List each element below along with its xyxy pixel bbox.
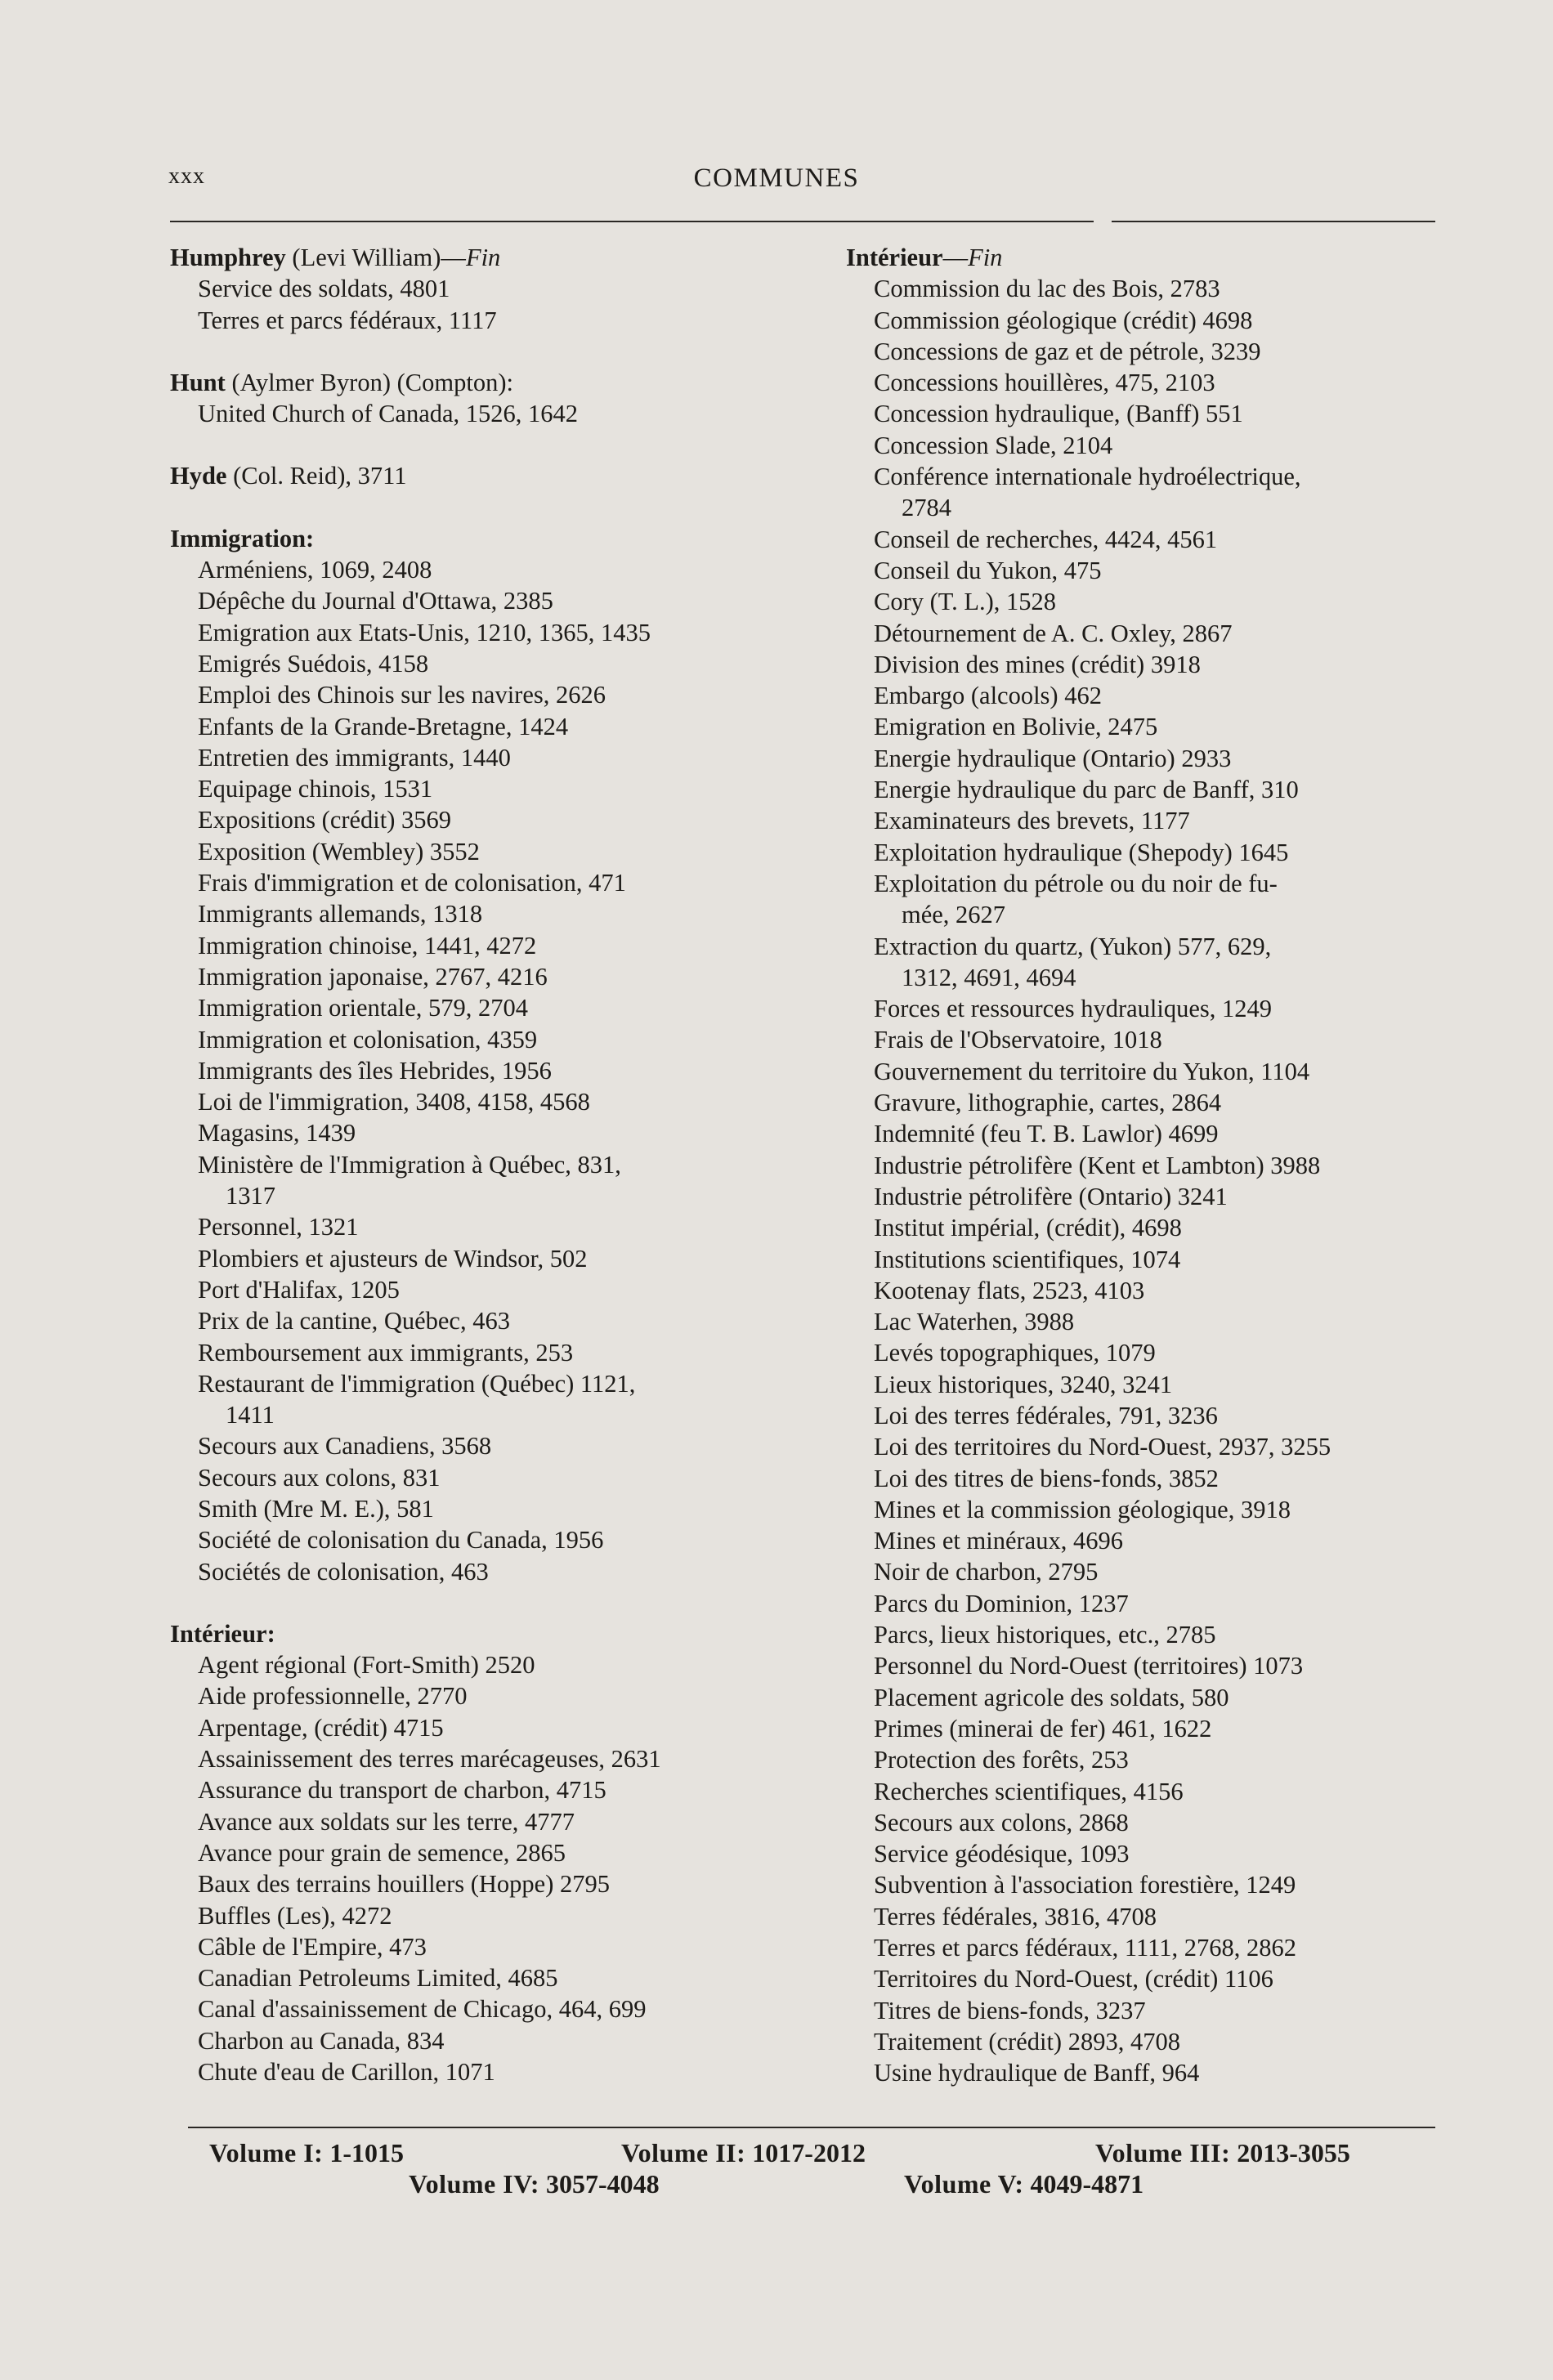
subentry-text: Port d'Halifax, 1205 [198, 1275, 400, 1304]
entry-spacer [170, 1587, 840, 1618]
subentry-text: Mines et la commission géologique, 3918 [874, 1495, 1291, 1523]
subentry-text: Conseil du Yukon, 475 [874, 556, 1102, 584]
subentry-text: Secours aux colons, 2868 [874, 1808, 1129, 1836]
index-subentry [846, 1431, 1443, 1462]
index-subentry [846, 1400, 1443, 1431]
index-subentry [170, 1337, 840, 1368]
index-heading [170, 1618, 840, 1649]
subentry-text: Arméniens, 1069, 2408 [198, 556, 432, 584]
index-subentry [846, 1525, 1443, 1556]
index-subentry [846, 305, 1443, 336]
subentry-text: Prix de la cantine, Québec, 463 [198, 1307, 510, 1335]
subentry-text: Emigration en Bolivie, 2475 [874, 713, 1158, 741]
index-subentry [846, 367, 1443, 398]
subentry-text: Personnel du Nord-Ouest (territoires) 1073 [874, 1652, 1304, 1680]
index-subentry [170, 617, 840, 648]
index-subentry [846, 1650, 1443, 1681]
index-subentry [846, 1150, 1443, 1181]
volume-2-label: Volume II: [621, 2138, 746, 2168]
subentry-text: Protection des forêts, 253 [874, 1746, 1129, 1774]
page-number: xxx [168, 163, 205, 189]
subentry-continuation: mée, 2627 [902, 901, 1006, 929]
index-subentry [170, 679, 840, 710]
volume-4 [409, 2168, 660, 2199]
subentry-text: Lieux historiques, 3240, 3241 [874, 1370, 1173, 1398]
subentry-text: Institut impérial, (crédit), 4698 [874, 1214, 1182, 1242]
index-subentry [170, 1556, 840, 1587]
subentry-text: Equipage chinois, 1531 [198, 775, 433, 803]
subentry-text: Territoires du Nord-Ouest, (crédit) 1106 [874, 1965, 1273, 1993]
index-subentry [846, 774, 1443, 805]
index-subentry [846, 336, 1443, 367]
header-rule-left [170, 221, 1094, 222]
subentry-text: Sociétés de colonisation, 463 [198, 1557, 489, 1586]
index-subentry [846, 1556, 1443, 1587]
index-subentry [170, 2025, 840, 2056]
index-heading [170, 242, 840, 273]
volume-3-range: 2013-3055 [1237, 2138, 1350, 2168]
index-subentry [846, 868, 1443, 931]
subentry-text: Dépêche du Journal d'Ottawa, 2385 [198, 587, 553, 615]
index-subentry [846, 2057, 1443, 2088]
subentry-text: Placement agricole des soldats, 580 [874, 1683, 1229, 1711]
index-subentry [170, 836, 840, 867]
subentry-text: Gouvernement du territoire du Yukon, 1104 [874, 1057, 1310, 1085]
heading-detail: (Levi William)— [285, 244, 466, 271]
volume-2 [621, 2137, 866, 2168]
subentry-text: Recherches scientifiques, 4156 [874, 1777, 1184, 1805]
subentry-text: Industrie pétrolifère (Ontario) 3241 [874, 1182, 1228, 1210]
index-subentry [170, 1274, 840, 1305]
footer-rule [188, 2127, 1435, 2128]
subentry-text: Aide professionnelle, 2770 [198, 1682, 468, 1711]
subentry-continuation: 1411 [226, 1401, 275, 1429]
index-subentry [846, 1619, 1443, 1650]
index-subentry [170, 1524, 840, 1555]
index-subentry [170, 1649, 840, 1680]
subentry-text: Société de colonisation du Canada, 1956 [198, 1526, 604, 1555]
index-subentry [846, 461, 1443, 524]
index-subentry [846, 524, 1443, 555]
index-subentry [846, 430, 1443, 461]
index-subentry [846, 273, 1443, 304]
subentry-text: Câble de l'Empire, 473 [198, 1932, 427, 1961]
volume-1 [209, 2137, 404, 2168]
index-column-left [170, 242, 840, 2087]
subentry-text: Indemnité (feu T. B. Lawlor) 4699 [874, 1120, 1219, 1148]
subentry-text: Restaurant de l'immigration (Québec) 1121, [198, 1369, 636, 1398]
subentry-text: Embargo (alcools) 462 [874, 682, 1102, 710]
index-subentry [170, 1117, 840, 1148]
subentry-text: Loi des territoires du Nord-Ouest, 2937, 3255 [874, 1433, 1331, 1461]
subentry-text: Energie hydraulique (Ontario) 2933 [874, 744, 1232, 772]
subentry-text: Terres et parcs fédéraux, 1111, 2768, 2862 [874, 1934, 1297, 1962]
subentry-text: Immigration chinoise, 1441, 4272 [198, 931, 537, 960]
index-column-right [846, 242, 1443, 2089]
subentry-text: Remboursement aux immigrants, 253 [198, 1338, 574, 1367]
subentry-text: Ministère de l'Immigration à Québec, 831, [198, 1150, 621, 1179]
subentry-text: Parcs du Dominion, 1237 [874, 1589, 1129, 1617]
subentry-text: Immigrants des îles Hebrides, 1956 [198, 1056, 552, 1085]
heading-name: Hyde [170, 462, 227, 490]
entry-spacer [170, 429, 840, 460]
index-subentry [170, 398, 840, 429]
subentry-text: Enfants de la Grande-Bretagne, 1424 [198, 712, 569, 740]
subentry-text: Chute d'eau de Carillon, 1071 [198, 2058, 495, 2087]
heading-name: Humphrey [170, 244, 286, 271]
page-title: COMMUNES [693, 163, 860, 193]
volume-1-label: Volume I: [209, 2138, 324, 2168]
index-subentry [846, 1463, 1443, 1494]
heading-name: Intérieur [846, 244, 943, 271]
subentry-text: Plombiers et ajusteurs de Windsor, 502 [198, 1244, 588, 1273]
index-subentry [846, 1494, 1443, 1525]
subentry-text: Frais de l'Observatoire, 1018 [874, 1026, 1162, 1054]
subentry-text: Agent régional (Fort-Smith) 2520 [198, 1651, 535, 1680]
index-heading [846, 242, 1443, 273]
subentry-continuation: 1312, 4691, 4694 [902, 963, 1076, 991]
index-subentry [846, 1369, 1443, 1400]
subentry-text: Noir de charbon, 2795 [874, 1558, 1099, 1586]
entry-spacer [170, 336, 840, 367]
subentry-text: Extraction du quartz, (Yukon) 577, 629, [874, 932, 1272, 960]
heading-detail: (Col. Reid), 3711 [226, 462, 407, 490]
subentry-text: Commission géologique (crédit) 4698 [874, 306, 1253, 334]
index-subentry [846, 711, 1443, 742]
index-subentry [170, 1743, 840, 1774]
subentry-text: Traitement (crédit) 2893, 4708 [874, 2027, 1180, 2056]
index-subentry [170, 867, 840, 898]
heading-name: Hunt [170, 368, 226, 396]
subentry-text: Concession hydraulique, (Banff) 551 [874, 400, 1243, 428]
index-subentry [846, 1212, 1443, 1243]
subentry-text: Titres de biens-fonds, 3237 [874, 1996, 1146, 2024]
index-subentry [846, 2026, 1443, 2057]
volume-2-range: 1017-2012 [752, 2138, 866, 2168]
index-subentry [846, 1306, 1443, 1337]
index-subentry [846, 1869, 1443, 1900]
index-subentry [846, 743, 1443, 774]
index-subentry [170, 773, 840, 804]
volume-1-range: 1-1015 [329, 2138, 404, 2168]
volume-3 [1095, 2137, 1350, 2168]
index-subentry [170, 1211, 840, 1242]
index-subentry [170, 1243, 840, 1274]
subentry-text: Terres et parcs fédéraux, 1117 [198, 306, 497, 334]
index-subentry [170, 1430, 840, 1461]
heading-detail: — [942, 244, 969, 271]
index-subentry [170, 1493, 840, 1524]
subentry-text: Concession Slade, 2104 [874, 431, 1113, 459]
volume-5-range: 4049-4871 [1030, 2169, 1144, 2199]
subentry-text: Personnel, 1321 [198, 1213, 359, 1241]
subentry-text: Immigration orientale, 579, 2704 [198, 994, 529, 1022]
index-subentry [170, 1806, 840, 1837]
index-subentry [170, 1712, 840, 1743]
index-subentry [846, 1024, 1443, 1055]
subentry-text: United Church of Canada, 1526, 1642 [198, 400, 579, 428]
volume-3-label: Volume III: [1095, 2138, 1231, 2168]
subentry-text: Terres fédérales, 3816, 4708 [874, 1902, 1157, 1930]
index-subentry [170, 1868, 840, 1899]
subentry-text: Buffles (Les), 4272 [198, 1901, 392, 1930]
index-subentry [170, 1055, 840, 1086]
index-subentry [170, 1305, 840, 1336]
subentry-text: Service géodésique, 1093 [874, 1840, 1130, 1868]
subentry-text: Conférence internationale hydroélectrique, [874, 463, 1301, 491]
subentry-continuation: 1317 [226, 1182, 275, 1210]
index-subentry [170, 711, 840, 742]
index-subentry [170, 804, 840, 835]
index-subentry [170, 898, 840, 929]
index-subentry [170, 1149, 840, 1212]
subentry-text: Division des mines (crédit) 3918 [874, 650, 1201, 678]
subentry-text: Secours aux colons, 831 [198, 1463, 441, 1492]
index-subentry [170, 1931, 840, 1962]
heading-detail: (Aylmer Byron) (Compton): [225, 368, 513, 396]
subentry-text: Kootenay flats, 2523, 4103 [874, 1276, 1145, 1304]
volume-4-label: Volume IV: [409, 2169, 539, 2199]
subentry-text: Entretien des immigrants, 1440 [198, 743, 511, 772]
subentry-text: Energie hydraulique du parc de Banff, 310 [874, 776, 1299, 804]
index-subentry [846, 993, 1443, 1024]
index-subentry [170, 742, 840, 773]
subentry-text: Lac Waterhen, 3988 [874, 1308, 1075, 1336]
subentry-text: Concessions houillères, 475, 2103 [874, 369, 1215, 397]
index-subentry [170, 1900, 840, 1931]
subentry-text: Smith (Mre M. E.), 581 [198, 1494, 434, 1523]
index-subentry [170, 1993, 840, 2024]
index-subentry [846, 1807, 1443, 1838]
subentry-text: Immigrants allemands, 1318 [198, 900, 483, 928]
index-subentry [846, 1118, 1443, 1149]
subentry-text: Levés topographiques, 1079 [874, 1339, 1156, 1367]
volume-ranges [188, 2137, 1435, 2199]
volume-5-label: Volume V: [904, 2169, 1024, 2199]
subentry-text: Concessions de gaz et de pétrole, 3239 [874, 337, 1261, 365]
subentry-text: Expositions (crédit) 3569 [198, 806, 452, 834]
subentry-text: Subvention à l'association forestière, 1249 [874, 1871, 1296, 1899]
subentry-text: Immigration et colonisation, 4359 [198, 1025, 538, 1054]
subentry-text: Commission du lac des Bois, 2783 [874, 275, 1220, 303]
subentry-text: Service des soldats, 4801 [198, 275, 450, 303]
subentry-text: Baux des terrains houillers (Hoppe) 2795 [198, 1870, 610, 1899]
index-subentry [846, 931, 1443, 994]
subentry-text: Parcs, lieux historiques, etc., 2785 [874, 1621, 1216, 1649]
subentry-text: Arpentage, (crédit) 4715 [198, 1713, 444, 1742]
index-subentry [170, 585, 840, 616]
index-subentry [170, 1774, 840, 1805]
subentry-continuation: 2784 [902, 494, 951, 522]
subentry-text: Conseil de recherches, 4424, 4561 [874, 525, 1218, 553]
index-subentry [846, 1932, 1443, 1963]
index-subentry [846, 1056, 1443, 1087]
index-subentry [170, 1462, 840, 1493]
index-subentry [170, 1680, 840, 1711]
index-subentry [846, 1713, 1443, 1744]
index-subentry [170, 273, 840, 304]
subentry-text: Secours aux Canadiens, 3568 [198, 1432, 492, 1461]
subentry-text: Cory (T. L.), 1528 [874, 588, 1057, 616]
subentry-text: Canadian Petroleums Limited, 4685 [198, 1964, 558, 1993]
index-subentry [170, 992, 840, 1023]
subentry-text: Exploitation hydraulique (Shepody) 1645 [874, 838, 1289, 866]
subentry-text: Gravure, lithographie, cartes, 2864 [874, 1089, 1222, 1117]
index-subentry [846, 586, 1443, 617]
index-subentry [170, 554, 840, 585]
index-subentry [846, 1181, 1443, 1212]
index-subentry [846, 1275, 1443, 1306]
index-subentry [846, 649, 1443, 680]
index-subentry [170, 305, 840, 336]
index-subentry [846, 1744, 1443, 1775]
subentry-text: Détournement de A. C. Oxley, 2867 [874, 619, 1233, 647]
subentry-text: Mines et minéraux, 4696 [874, 1527, 1123, 1555]
index-subentry [170, 2056, 840, 2087]
heading-name: Immigration: [170, 524, 315, 552]
index-subentry [846, 1682, 1443, 1713]
index-heading [170, 367, 840, 398]
heading-continuation-mark: Fin [465, 244, 501, 271]
index-subentry [846, 555, 1443, 586]
index-subentry [846, 680, 1443, 711]
subentry-text: Emigration aux Etats-Unis, 1210, 1365, 1435 [198, 618, 651, 646]
subentry-text: Frais d'immigration et de colonisation, 471 [198, 869, 626, 897]
subentry-text: Avance pour grain de semence, 2865 [198, 1838, 566, 1867]
index-subentry [846, 398, 1443, 429]
index-subentry [846, 1244, 1443, 1275]
index-subentry [846, 1776, 1443, 1807]
subentry-text: Institutions scientifiques, 1074 [874, 1245, 1181, 1273]
subentry-text: Assurance du transport de charbon, 4715 [198, 1776, 606, 1805]
index-subentry [846, 837, 1443, 868]
index-subentry [170, 1837, 840, 1868]
subentry-text: Primes (minerai de fer) 461, 1622 [874, 1714, 1212, 1742]
volume-4-range: 3057-4048 [546, 2169, 660, 2199]
index-subentry [170, 1024, 840, 1055]
index-subentry [846, 1838, 1443, 1869]
subentry-text: Industrie pétrolifère (Kent et Lambton) 3988 [874, 1151, 1321, 1179]
subentry-text: Loi des titres de biens-fonds, 3852 [874, 1464, 1219, 1492]
index-subentry [846, 1087, 1443, 1118]
index-subentry [170, 930, 840, 961]
index-subentry [846, 1337, 1443, 1368]
index-subentry [846, 1588, 1443, 1619]
subentry-text: Emploi des Chinois sur les navires, 2626 [198, 681, 606, 709]
subentry-text: Assainissement des terres marécageuses, 2631 [198, 1745, 661, 1774]
subentry-text: Forces et ressources hydrauliques, 1249 [874, 995, 1273, 1023]
subentry-text: Examinateurs des brevets, 1177 [874, 807, 1190, 835]
index-subentry [846, 1901, 1443, 1932]
index-subentry [846, 1995, 1443, 2026]
subentry-text: Canal d'assainissement de Chicago, 464, 699 [198, 1995, 647, 2024]
index-subentry [170, 648, 840, 679]
index-subentry [846, 1963, 1443, 1994]
subentry-text: Loi de l'immigration, 3408, 4158, 4568 [198, 1088, 590, 1116]
subentry-text: Avance aux soldats sur les terre, 4777 [198, 1807, 575, 1836]
subentry-text: Exposition (Wembley) 3552 [198, 837, 480, 866]
index-subentry [846, 805, 1443, 836]
subentry-text: Loi des terres fédérales, 791, 3236 [874, 1401, 1218, 1429]
index-heading [170, 460, 840, 491]
header-rule-right [1112, 221, 1435, 222]
index-subentry [170, 1368, 840, 1431]
volume-5 [904, 2168, 1143, 2199]
subentry-text: Exploitation du pétrole ou du noir de fu- [874, 869, 1278, 897]
subentry-text: Emigrés Suédois, 4158 [198, 649, 429, 678]
index-subentry [170, 1962, 840, 1993]
heading-name: Intérieur: [170, 1619, 275, 1648]
index-heading [170, 523, 840, 554]
subentry-text: Usine hydraulique de Banff, 964 [874, 2059, 1200, 2087]
index-subentry [170, 1086, 840, 1117]
subentry-text: Immigration japonaise, 2767, 4216 [198, 962, 548, 991]
subentry-text: Charbon au Canada, 834 [198, 2026, 445, 2055]
subentry-text: Magasins, 1439 [198, 1119, 356, 1148]
heading-continuation-mark: Fin [968, 244, 1003, 271]
entry-spacer [170, 492, 840, 523]
index-subentry [170, 961, 840, 992]
index-subentry [846, 618, 1443, 649]
